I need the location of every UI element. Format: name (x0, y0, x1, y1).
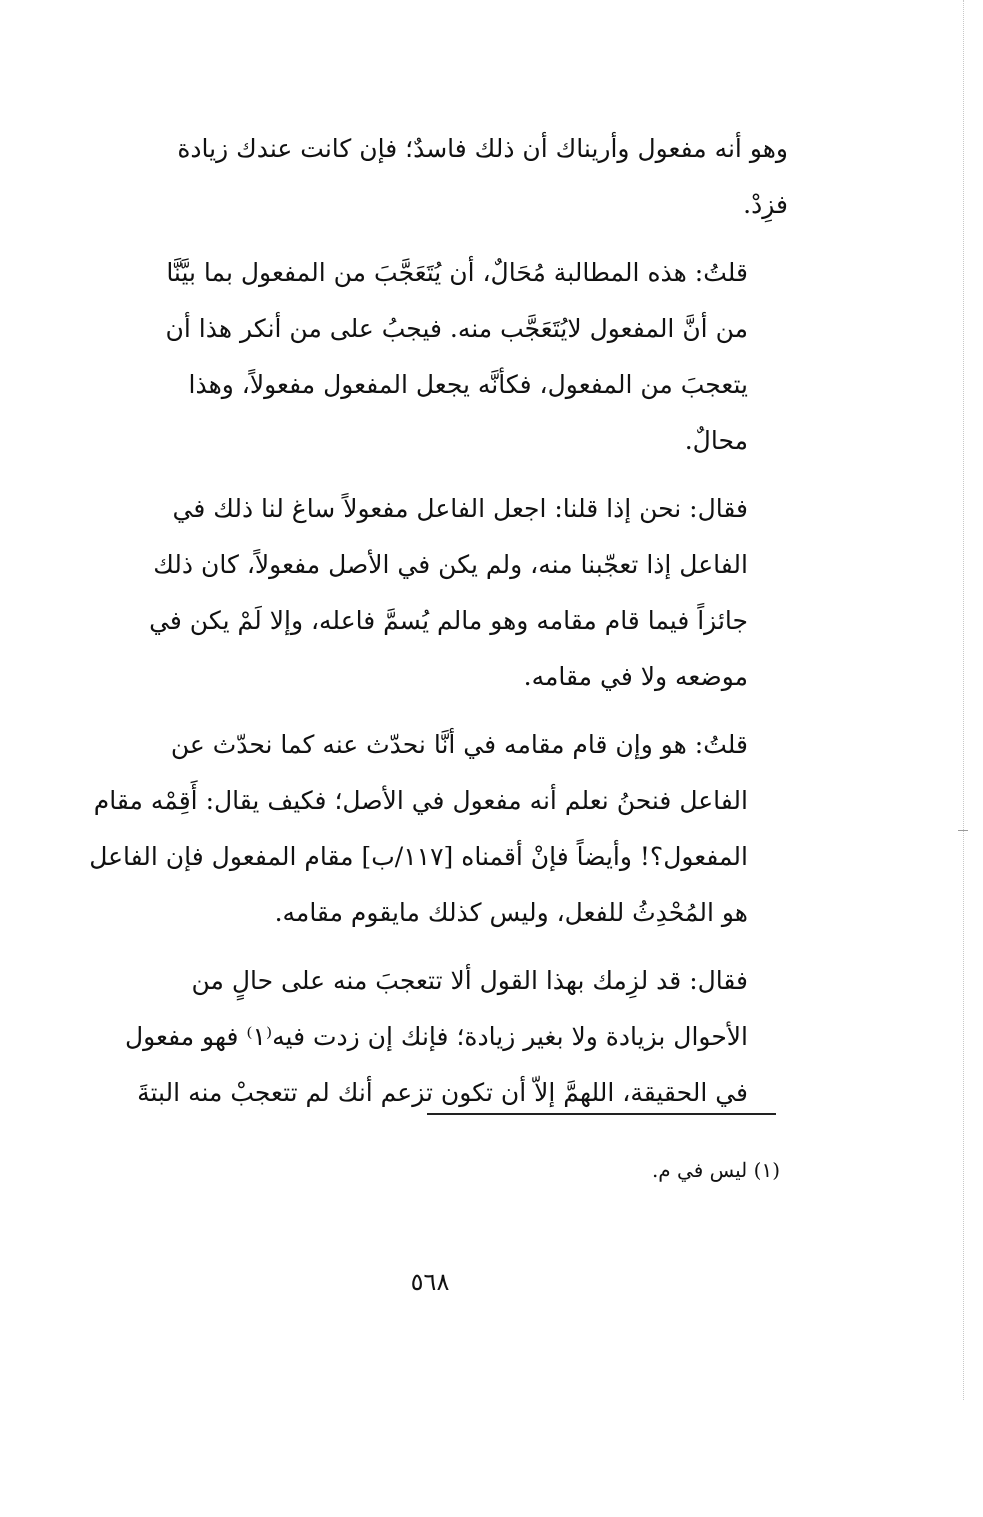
text-line: قلتُ: هذه المطالبة مُحَالٌ، أن يُتَعَجَّبَ من المفعول بما بيَّنَّا (166, 258, 748, 287)
text-line: فقال: نحن إذا قلنا: اجعل الفاعل مفعولاً ساغ لنا ذلك في (172, 494, 748, 523)
paragraph-3 (85, 481, 788, 705)
text-line: فزِدْ. (743, 190, 788, 219)
footnote-separator (427, 1113, 776, 1115)
text-line: قلتُ: هو وإن قام مقامه في أنَّا نحدّث عنه كما نحدّث عن (170, 730, 748, 759)
margin-tick-mark (958, 830, 968, 831)
footnote: (١) ليس في م. (651, 1158, 780, 1182)
text-line: وهو أنه مفعول وأريناك أن ذلك فاسدٌ؛ فإن كانت عندك زيادة (177, 134, 788, 163)
text-line: فقال: قد لزِمك بهذا القول ألا تتعجبَ منه على حالٍ من (191, 966, 748, 995)
text-line: الأحوال بزيادة ولا بغير زيادة؛ فإنك إن زدت فيه⁽١⁾ فهو مفعول (124, 1022, 748, 1051)
text-line: موضعه ولا في مقامه. (523, 662, 748, 691)
text-line: من أنَّ المفعول لايُتَعَجَّب منه. فيجبُ على من أنكر هذا أن (165, 314, 748, 343)
text-line: محالٌ. (684, 426, 748, 455)
text-line: جائزاً فيما قام مقامه وهو مالم يُسمَّ فاعله، وإلا لَمْ يكن في (149, 606, 748, 635)
text-line: في الحقيقة، اللهمَّ إلاّ أن تكون تزعم أنك لم تتعجبْ منه البتةَ (137, 1078, 748, 1107)
text-line: الفاعل فنحنُ نعلم أنه مفعول في الأصل؛ فكيف يقال: أَقِمْه مقام (93, 786, 748, 815)
paragraph-1 (85, 121, 788, 233)
main-text (85, 121, 788, 1133)
paragraph-5 (85, 953, 788, 1121)
text-line: هو المُحْدِثُ للفعل، وليس كذلك مايقوم مقامه. (274, 898, 748, 927)
page-number: ٥٦٨ (410, 1268, 450, 1296)
paragraph-2 (85, 245, 788, 469)
text-line: يتعجبَ من المفعول، فكأنَّه يجعل المفعول مفعولاً، وهذا (188, 370, 748, 399)
scan-edge-line (963, 0, 964, 1400)
text-line: المفعول؟! وأيضاً فإنْ أقمناه [١١٧/ب] مقام المفعول فإن الفاعل (89, 842, 748, 871)
paragraph-4 (85, 717, 788, 941)
text-line: الفاعل إذا تعجّبنا منه، ولم يكن في الأصل مفعولاً، كان ذلك (153, 550, 748, 579)
